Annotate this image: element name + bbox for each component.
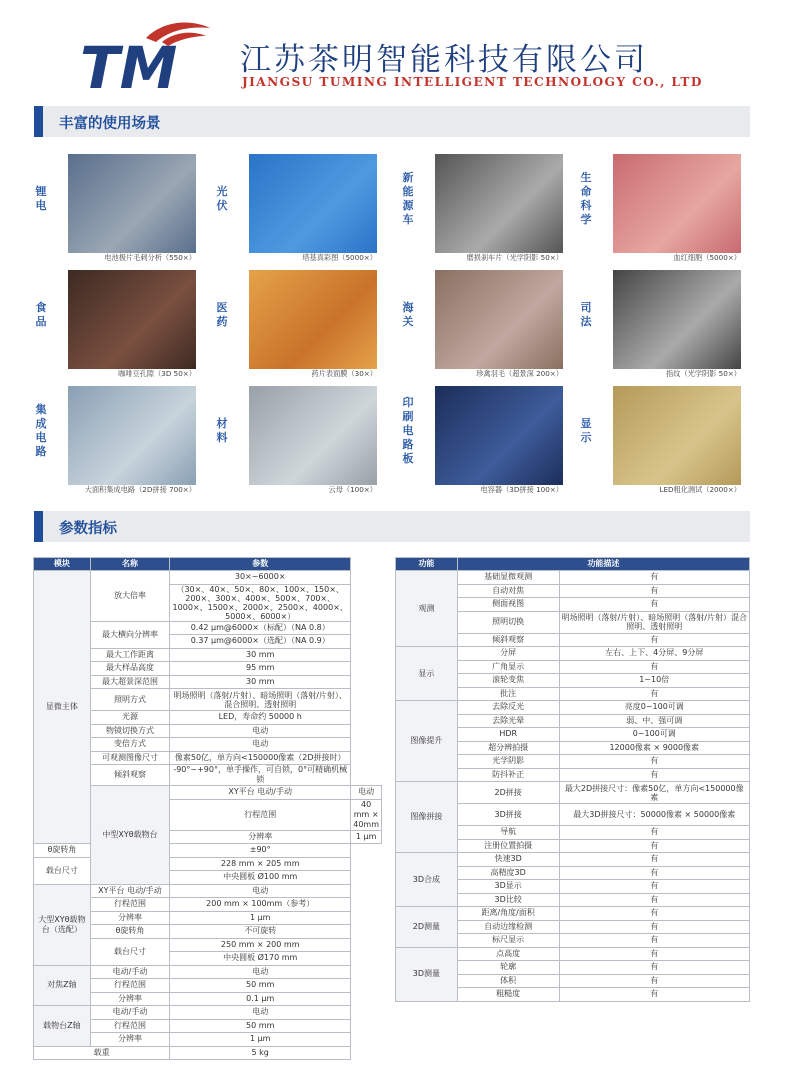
params-section-title: 参数指标 xyxy=(59,521,117,537)
function-header-module: 功能 xyxy=(396,558,458,571)
function-name: 广角显示 xyxy=(457,660,559,674)
scene-label: 材料 xyxy=(216,417,228,444)
row-name: θ旋转角 xyxy=(90,925,169,939)
scene-image xyxy=(68,270,196,369)
params-section-bar xyxy=(34,511,750,542)
function-name: 侧面视图 xyxy=(457,598,559,612)
row-name: 最大工作距离 xyxy=(90,648,169,662)
scene-card xyxy=(401,270,571,380)
row-value: -90°~+90°，单手操作，可自锁，0°可精确机械锁 xyxy=(170,765,351,786)
row-name: 行程范围 xyxy=(90,898,169,912)
row-value: 228 mm × 205 mm xyxy=(170,857,351,871)
scene-card xyxy=(579,154,749,264)
svg-text:TM: TM xyxy=(80,34,178,96)
group-stage-z: 载物台Z轴 xyxy=(34,1006,91,1047)
row-value: 电动 xyxy=(170,724,351,738)
row-name: 光源 xyxy=(90,711,169,725)
scene-image xyxy=(613,154,741,253)
function-name: 光学阴影 xyxy=(457,755,559,769)
scene-image xyxy=(613,270,741,369)
function-name: 3D拼接 xyxy=(457,804,559,826)
scene-card xyxy=(215,154,385,264)
company-name-cn: 江苏茶明智能科技有限公司 xyxy=(240,42,648,78)
row-name: 放大倍率 xyxy=(90,571,169,622)
scene-image xyxy=(68,154,196,253)
row-value: LED，寿命约 50000 h xyxy=(170,711,351,725)
row-name: XY平台 电动/手动 xyxy=(90,884,169,898)
row-value: 电动 xyxy=(351,786,382,800)
row-value: 5 kg xyxy=(170,1046,351,1060)
row-value: 中央圆板 Ø100 mm xyxy=(170,871,351,885)
function-name: 粗糙度 xyxy=(457,988,559,1002)
function-value: 有 xyxy=(559,571,749,585)
function-value: 有 xyxy=(559,660,749,674)
scene-image xyxy=(249,386,377,485)
group-image-stitch: 图像拼接 xyxy=(396,782,458,853)
group-image-enhance: 图像提升 xyxy=(396,701,458,782)
group-medium-stage: 中型XYθ载物台 xyxy=(90,786,169,885)
spec-header-name: 名称 xyxy=(90,558,169,571)
function-value: 有 xyxy=(559,598,749,612)
scene-image xyxy=(249,270,377,369)
row-value: 明场照明（落射/片射）、暗场照明（落射/片射）、混合照明、透射照明 xyxy=(170,689,351,711)
scene-caption: 血红细胞（5000×） xyxy=(673,253,741,262)
group-3d-measure: 3D测量 xyxy=(396,947,458,1001)
function-value: 有 xyxy=(559,633,749,647)
page-header xyxy=(0,0,794,100)
row-name: 最大超景深范围 xyxy=(90,675,169,689)
row-value: 电动 xyxy=(170,738,351,752)
row-name: 变倍方式 xyxy=(90,738,169,752)
group-3d-synthesis: 3D合成 xyxy=(396,853,458,907)
scene-caption: 电池极片毛刺分析（550×） xyxy=(104,253,196,262)
group-display: 显示 xyxy=(396,647,458,701)
row-value: 95 mm xyxy=(170,662,351,676)
scene-card xyxy=(34,154,204,264)
function-name: 防抖补正 xyxy=(457,768,559,782)
company-logo xyxy=(78,16,218,96)
function-name: 轮廓 xyxy=(457,961,559,975)
function-value: 最大3D拼接尺寸：50000像素 × 50000像素 xyxy=(559,804,749,826)
function-value: 有 xyxy=(559,974,749,988)
function-value: 有 xyxy=(559,988,749,1002)
scene-image xyxy=(249,154,377,253)
row-value: 1 μm xyxy=(351,830,382,844)
function-name: 快速3D xyxy=(457,853,559,867)
scene-caption: 指纹（光学阴影 50×） xyxy=(666,369,741,378)
scene-card xyxy=(579,270,749,380)
scene-image xyxy=(435,386,563,485)
row-value: 0.1 μm xyxy=(170,992,351,1006)
scene-image xyxy=(613,386,741,485)
scene-label: 锂电 xyxy=(35,185,47,212)
scene-caption: 塔基真彩图（5000×） xyxy=(302,253,377,262)
function-name: 高精度3D xyxy=(457,866,559,880)
function-name: 自动对焦 xyxy=(457,584,559,598)
function-value: 有 xyxy=(559,839,749,853)
scene-label: 食品 xyxy=(35,301,47,328)
scene-caption: 电容器（3D拼接 100×） xyxy=(480,485,563,494)
row-name: 分辨率 xyxy=(90,1033,169,1047)
scene-label: 新能源车 xyxy=(402,171,414,226)
scene-card xyxy=(579,386,749,496)
function-value: 亮度0~100可调 xyxy=(559,701,749,715)
function-name: 3D比较 xyxy=(457,893,559,907)
function-value: 有 xyxy=(559,947,749,961)
row-value: 50 mm xyxy=(170,1019,351,1033)
spec-table xyxy=(33,557,382,1060)
function-value: 12000像素 × 9000像素 xyxy=(559,741,749,755)
row-name: 照明方式 xyxy=(90,689,169,711)
function-value: 有 xyxy=(559,768,749,782)
row-value: 不可旋转 xyxy=(170,925,351,939)
row-name: 电动/手动 xyxy=(90,965,169,979)
function-name: 分屏 xyxy=(457,647,559,661)
row-value: 30×~6000× xyxy=(170,571,351,585)
group-2d-measure: 2D测量 xyxy=(396,907,458,948)
function-value: 最大2D拼接尺寸：像素50亿，单方向<150000像素 xyxy=(559,782,749,804)
scene-label: 集成电路 xyxy=(35,403,47,458)
row-value: 40 mm × 40mm xyxy=(351,799,382,830)
row-name: 行程范围 xyxy=(170,799,351,830)
scene-label: 显示 xyxy=(580,417,592,444)
function-name: 倾斜观察 xyxy=(457,633,559,647)
row-value: 中央圆板 Ø170 mm xyxy=(170,952,351,966)
function-name: 2D拼接 xyxy=(457,782,559,804)
function-value: 明场照明（落射/片射）、暗场照明（落射/片射）混合照明、透射照明 xyxy=(559,611,749,633)
function-value: 左右、上下、4分屏、9分屏 xyxy=(559,647,749,661)
function-value: 有 xyxy=(559,907,749,921)
group-large-stage: 大型XYθ载物台（选配） xyxy=(34,884,91,965)
row-name: 分辨率 xyxy=(170,830,351,844)
scene-caption: 珍禽羽毛（超景深 200×） xyxy=(476,369,563,378)
row-name: θ旋转角 xyxy=(34,844,91,858)
function-name: 去除光晕 xyxy=(457,714,559,728)
row-name: 载重 xyxy=(34,1046,170,1060)
scene-label: 光伏 xyxy=(216,185,228,212)
row-name: 最大横向分辨率 xyxy=(90,621,169,648)
function-name: 批注 xyxy=(457,687,559,701)
company-name-en: JIANGSU TUMING INTELLIGENT TECHNOLOGY CO., LTD xyxy=(242,75,703,89)
scene-card xyxy=(215,270,385,380)
row-name: 物镜切换方式 xyxy=(90,724,169,738)
scene-label: 海关 xyxy=(402,301,414,328)
function-value: 有 xyxy=(559,934,749,948)
group-observation: 观测 xyxy=(396,571,458,647)
spec-header-module: 模块 xyxy=(34,558,91,571)
function-value: 有 xyxy=(559,826,749,840)
scene-label: 司法 xyxy=(580,301,592,328)
function-value: 有 xyxy=(559,880,749,894)
function-name: 去除反光 xyxy=(457,701,559,715)
function-value: 有 xyxy=(559,584,749,598)
function-value: 有 xyxy=(559,853,749,867)
function-name: 距离/角度/面积 xyxy=(457,907,559,921)
row-value: 200 mm × 100mm（参考） xyxy=(170,898,351,912)
function-name: 体积 xyxy=(457,974,559,988)
row-value: 电动 xyxy=(170,884,351,898)
row-name: XY平台 电动/手动 xyxy=(170,786,351,800)
scene-card xyxy=(34,386,204,496)
row-value: 30 mm xyxy=(170,648,351,662)
scene-label: 医药 xyxy=(216,301,228,328)
scene-caption: LED粗化测试（2000×） xyxy=(659,485,741,494)
scene-card xyxy=(401,386,571,496)
function-name: 基础显微观测 xyxy=(457,571,559,585)
function-value: 有 xyxy=(559,920,749,934)
scene-caption: 咖啡豆孔隙（3D 50×） xyxy=(118,369,196,378)
function-name: 导航 xyxy=(457,826,559,840)
scene-image xyxy=(435,154,563,253)
function-name: 自动边缘检测 xyxy=(457,920,559,934)
row-value: 1 μm xyxy=(170,1033,351,1047)
row-name: 倾斜观察 xyxy=(90,765,169,786)
spec-header-param: 参数 xyxy=(170,558,351,571)
function-value: 有 xyxy=(559,687,749,701)
row-name: 分辨率 xyxy=(90,992,169,1006)
row-name: 最大样品高度 xyxy=(90,662,169,676)
function-name: 标尺显示 xyxy=(457,934,559,948)
function-table xyxy=(395,557,750,1002)
function-name: 点高度 xyxy=(457,947,559,961)
scene-caption: 大面积集成电路（2D拼接 700×） xyxy=(84,485,196,494)
row-name: 可观测图像尺寸 xyxy=(90,751,169,765)
function-name: 超分辨拍摄 xyxy=(457,741,559,755)
row-value: 0.37 μm@6000×（选配）（NA 0.9） xyxy=(170,635,351,649)
scene-caption: 磨损刹车片（光学阴影 50×） xyxy=(466,253,563,262)
scene-image xyxy=(68,386,196,485)
function-name: 滚轮变焦 xyxy=(457,674,559,688)
scene-caption: 药片表面膜（30×） xyxy=(311,369,377,378)
function-name: 照明切换 xyxy=(457,611,559,633)
row-name: 分辨率 xyxy=(90,911,169,925)
row-value: 电动 xyxy=(170,1006,351,1020)
row-value: 电动 xyxy=(170,965,351,979)
scene-caption: 云母（100×） xyxy=(328,485,377,494)
row-value: 1 μm xyxy=(170,911,351,925)
function-name: 3D显示 xyxy=(457,880,559,894)
row-value: 0.42 μm@6000×（标配）（NA 0.8） xyxy=(170,621,351,635)
row-name: 行程范围 xyxy=(90,979,169,993)
usage-section-bar xyxy=(34,106,750,137)
row-name: 载台尺寸 xyxy=(34,857,91,884)
function-value: 1~10倍 xyxy=(559,674,749,688)
function-name: 注册位置拍摄 xyxy=(457,839,559,853)
scene-card xyxy=(215,386,385,496)
row-value: 像素50亿，单方向<150000像素（2D拼接时） xyxy=(170,751,351,765)
scene-card xyxy=(401,154,571,264)
function-value: 有 xyxy=(559,961,749,975)
function-value: 有 xyxy=(559,866,749,880)
row-value: 30 mm xyxy=(170,675,351,689)
scene-card xyxy=(34,270,204,380)
function-name: HDR xyxy=(457,728,559,742)
row-value: （30×、40×、50×、80×、100×、150×、200×、300×、400×、500×、700×、1000×、1500×、2000×、2500×、4000×、5000×、6000×） xyxy=(170,584,351,621)
function-header-desc: 功能描述 xyxy=(457,558,749,571)
row-value: ±90° xyxy=(170,844,351,858)
row-name: 行程范围 xyxy=(90,1019,169,1033)
row-value: 50 mm xyxy=(170,979,351,993)
group-microscope-body: 显微主体 xyxy=(34,571,91,844)
function-value: 0~100可调 xyxy=(559,728,749,742)
scene-image xyxy=(435,270,563,369)
scene-label: 生命科学 xyxy=(580,171,592,226)
row-value: 250 mm × 200 mm xyxy=(170,938,351,952)
function-value: 有 xyxy=(559,893,749,907)
function-value: 弱、中、强可调 xyxy=(559,714,749,728)
row-name: 载台尺寸 xyxy=(90,938,169,965)
usage-section-title: 丰富的使用场景 xyxy=(59,116,161,132)
group-focus-z: 对焦Z轴 xyxy=(34,965,91,1006)
scene-label: 印刷电路板 xyxy=(402,396,414,465)
function-value: 有 xyxy=(559,755,749,769)
row-name: 电动/手动 xyxy=(90,1006,169,1020)
